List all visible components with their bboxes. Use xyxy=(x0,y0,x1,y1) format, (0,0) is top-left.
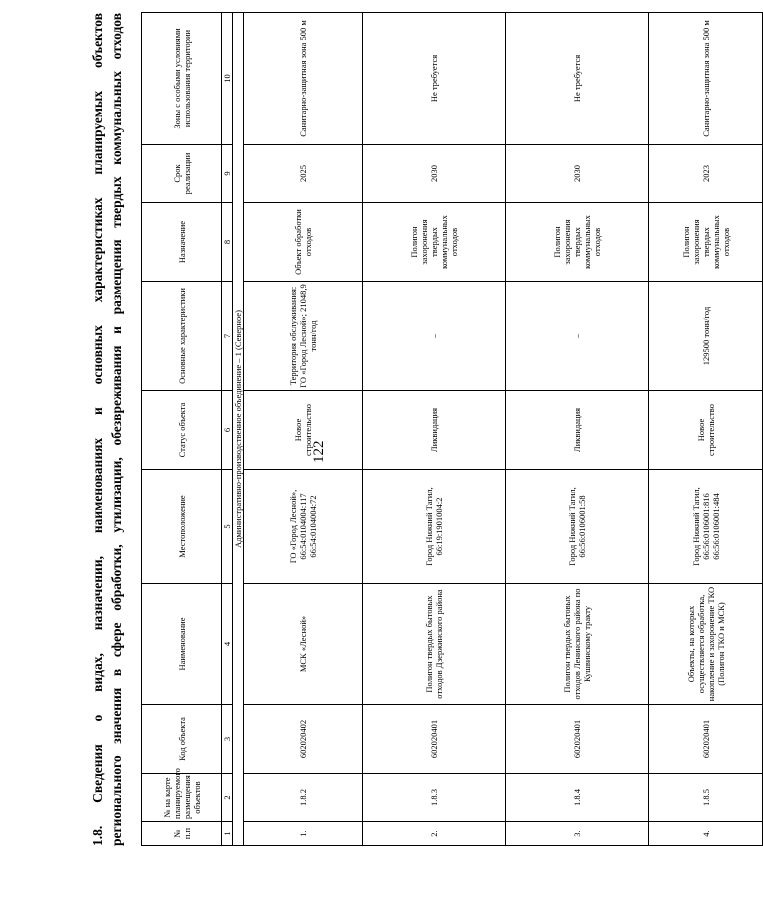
row-num: 2. xyxy=(363,822,506,846)
header-cell: Код объекта xyxy=(142,705,222,774)
heading-line-1: 1.8. Сведения о видах, назначении, наименованиях и основных характеристиках планируемых объектов xyxy=(90,13,105,846)
row-status: Новое строительство xyxy=(649,391,763,470)
table-row xyxy=(363,13,506,846)
row-name: Полигон твердых бытовых отходов Дзержинского района xyxy=(363,584,506,705)
row-code: 602020401 xyxy=(649,705,763,774)
row-term: 2025 xyxy=(244,145,363,203)
row-zones: Не требуется xyxy=(363,13,506,145)
section-heading xyxy=(88,13,132,846)
row-zones: Санитарно-защитная зона 500 м xyxy=(649,13,763,145)
row-map-no: 1.8.4 xyxy=(506,774,649,822)
row-characteristics: 129500 тонн/год xyxy=(649,282,763,391)
row-status: Ликвидация xyxy=(363,391,506,470)
header-cell: Срок реализации xyxy=(142,145,222,203)
column-number: 6 xyxy=(222,391,233,470)
row-purpose: Полигон захоронения твердых коммунальных отходов xyxy=(363,203,506,282)
row-zones: Не требуется xyxy=(506,13,649,145)
objects-table xyxy=(141,12,763,846)
column-number: 3 xyxy=(222,705,233,774)
header-cell: Зоны с особыми условиями использования территории xyxy=(142,13,222,145)
region-title: Административно-производственное объединение – 1 (Северное) xyxy=(233,13,244,846)
column-number: 9 xyxy=(222,145,233,203)
header-row xyxy=(142,13,222,846)
row-zones: Санитарно-защитная зона 500 м xyxy=(244,13,363,145)
rotated-page-area xyxy=(88,13,731,846)
row-term: 2030 xyxy=(363,145,506,203)
header-cell: Наименование xyxy=(142,584,222,705)
row-term: 2023 xyxy=(649,145,763,203)
row-location: Город Нижний Тагил, 66:56:0106001:816 66:56:0106001:484 xyxy=(649,470,763,584)
row-location: Город Нижний Тагил, 66:19:1901004:2 xyxy=(363,470,506,584)
table-row xyxy=(506,13,649,846)
row-characteristics: – xyxy=(506,282,649,391)
header-cell: Основные характеристики xyxy=(142,282,222,391)
row-purpose: Полигон захоронения твердых коммунальных отходов xyxy=(649,203,763,282)
row-map-no: 1.8.5 xyxy=(649,774,763,822)
table-row xyxy=(649,13,763,846)
column-number: 10 xyxy=(222,13,233,145)
row-name: МСК «Лесной» xyxy=(244,584,363,705)
row-map-no: 1.8.2 xyxy=(244,774,363,822)
row-term: 2030 xyxy=(506,145,649,203)
row-name: Полигон твердых бытовых отходов Ленинского района по Кушвинскому тракту xyxy=(506,584,649,705)
header-cell: Статус объекта xyxy=(142,391,222,470)
row-characteristics: Территория обслуживания: ГО «Город Лесной»; 21048,9 тонн/год xyxy=(244,282,363,391)
row-purpose: Объект обработки отходов xyxy=(244,203,363,282)
column-number: 5 xyxy=(222,470,233,584)
row-location: Город Нижний Тагил, 66:56:0106001:58 xyxy=(506,470,649,584)
landscape-content xyxy=(88,13,731,846)
header-cell: № п.п xyxy=(142,822,222,846)
heading-line-2: регионального значения в сфере обработки, утилизации, обезвреживания и размещения твердых коммунальных отходов xyxy=(109,13,124,846)
header-cell: № на карте планируемого размещения объектов xyxy=(142,774,222,822)
row-status: Ликвидация xyxy=(506,391,649,470)
row-name: Объекты, на которых осуществляется обработка, накопление и захоронение ТКО (Полигон ТКО и МСК) xyxy=(649,584,763,705)
column-number: 8 xyxy=(222,203,233,282)
row-purpose: Полигон захоронения твердых коммунальных отходов xyxy=(506,203,649,282)
row-num: 3. xyxy=(506,822,649,846)
header-cell: Местоположение xyxy=(142,470,222,584)
column-number: 2 xyxy=(222,774,233,822)
region-row xyxy=(233,13,244,846)
row-map-no: 1.8.3 xyxy=(363,774,506,822)
column-number: 7 xyxy=(222,282,233,391)
row-characteristics: – xyxy=(363,282,506,391)
header-cell: Назначение xyxy=(142,203,222,282)
column-number: 4 xyxy=(222,584,233,705)
table-row xyxy=(244,13,363,846)
row-status: Новое строительство xyxy=(244,391,363,470)
row-location: ГО «Город Лесной», 66:54:0104004:117 66:54:0104004:72 xyxy=(244,470,363,584)
row-num: 4. xyxy=(649,822,763,846)
column-number: 1 xyxy=(222,822,233,846)
row-code: 602020401 xyxy=(363,705,506,774)
row-num: 1. xyxy=(244,822,363,846)
column-number-row xyxy=(222,13,233,846)
row-code: 602020401 xyxy=(506,705,649,774)
page-number: 122 xyxy=(311,440,327,464)
row-code: 602020402 xyxy=(244,705,363,774)
